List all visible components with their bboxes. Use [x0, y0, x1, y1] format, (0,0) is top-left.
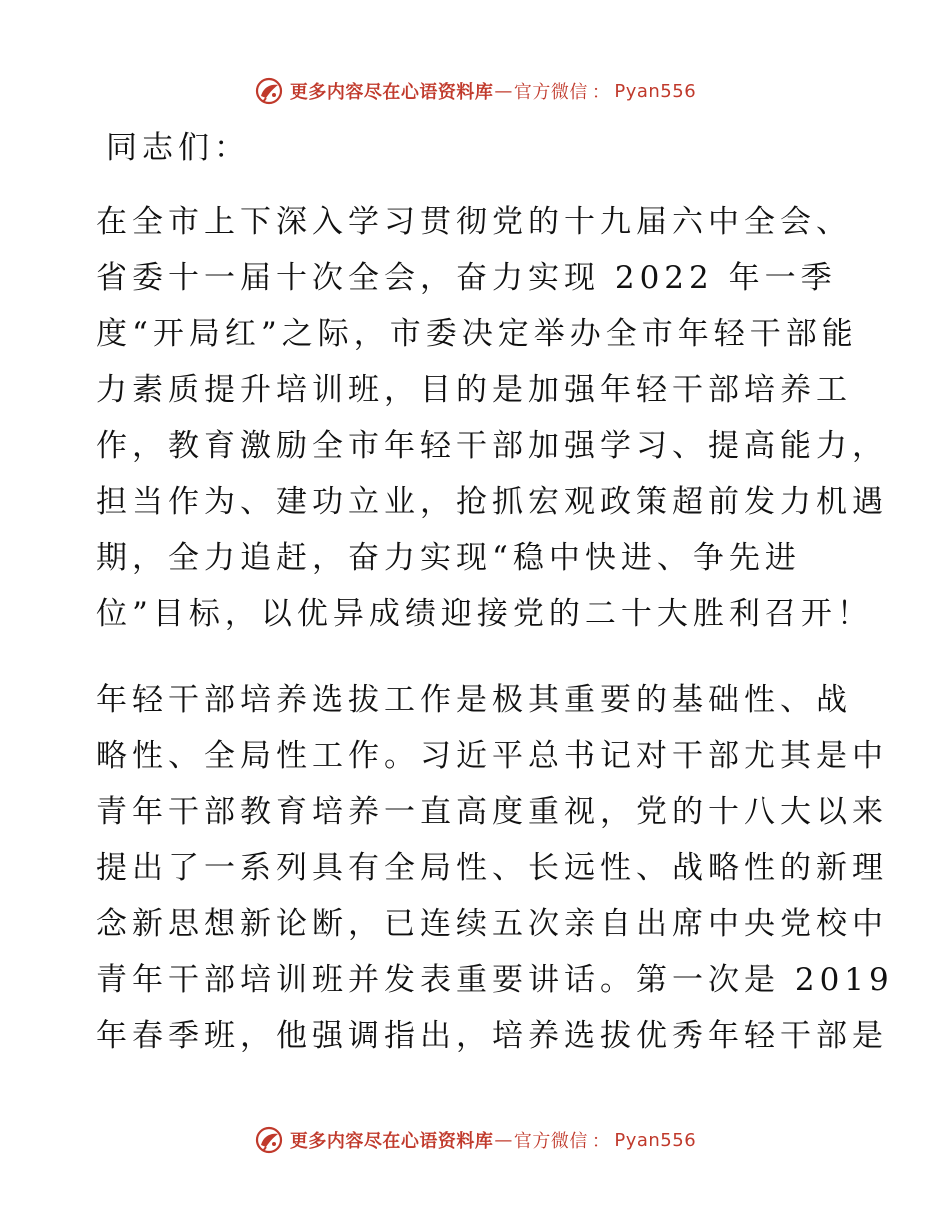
paragraph1-line: 担当作为、建功立业，抢抓宏观政策超前发力机遇	[96, 484, 888, 520]
footer-watermark	[0, 1125, 950, 1155]
header-watermark	[0, 76, 950, 106]
paragraph2-line: 提出了一系列具有全局性、长远性、战略性的新理	[96, 850, 888, 886]
paragraph1-line: 期，全力追赶，奋力实现“稳中快进、争先进	[96, 540, 801, 576]
watermark-label: 官方微信	[513, 1131, 588, 1152]
paragraph2-line: 略性、全局性工作。习近平总书记对干部尤其是中	[96, 738, 888, 774]
brand-logo-icon	[254, 1125, 284, 1155]
watermark-dash: —	[494, 80, 513, 102]
paragraph2-line: 年轻干部培养选拔工作是极其重要的基础性、战	[96, 682, 852, 718]
paragraph1-line: 位”目标，以优异成绩迎接党的二十大胜利召开！	[96, 596, 873, 632]
watermark-account-id: Pyan556	[614, 80, 697, 102]
paragraph1-line: 省委十一届十次全会，奋力实现 2022 年一季	[96, 260, 837, 296]
watermark-dash: —	[494, 1129, 513, 1151]
watermark-separator: ：	[591, 82, 611, 103]
paragraph1-line: 作，教育激励全市年轻干部加强学习、提高能力，	[96, 428, 888, 464]
paragraph1-line: 在全市上下深入学习贯彻党的十九届六中全会、	[96, 204, 852, 240]
salutation: 同志们：	[106, 130, 250, 166]
watermark-text: 更多内容尽在心语资料库	[289, 1131, 494, 1152]
paragraph2-line: 青年干部培训班并发表重要讲话。第一次是 2019	[96, 962, 894, 998]
watermark-text: 更多内容尽在心语资料库	[289, 82, 494, 103]
watermark-separator: ：	[591, 1131, 611, 1152]
paragraph2-line: 年春季班，他强调指出，培养选拔优秀年轻干部是	[96, 1018, 888, 1054]
paragraph1-line: 力素质提升培训班，目的是加强年轻干部培养工	[96, 372, 852, 408]
paragraph1-line: 度“开局红”之际，市委决定举办全市年轻干部能	[96, 316, 858, 352]
watermark-account-id: Pyan556	[614, 1129, 697, 1151]
brand-logo-icon	[254, 76, 284, 106]
watermark-label: 官方微信	[513, 82, 588, 103]
paragraph2-line: 青年干部教育培养一直高度重视，党的十八大以来	[96, 794, 888, 830]
paragraph2-line: 念新思想新论断，已连续五次亲自出席中央党校中	[96, 906, 888, 942]
